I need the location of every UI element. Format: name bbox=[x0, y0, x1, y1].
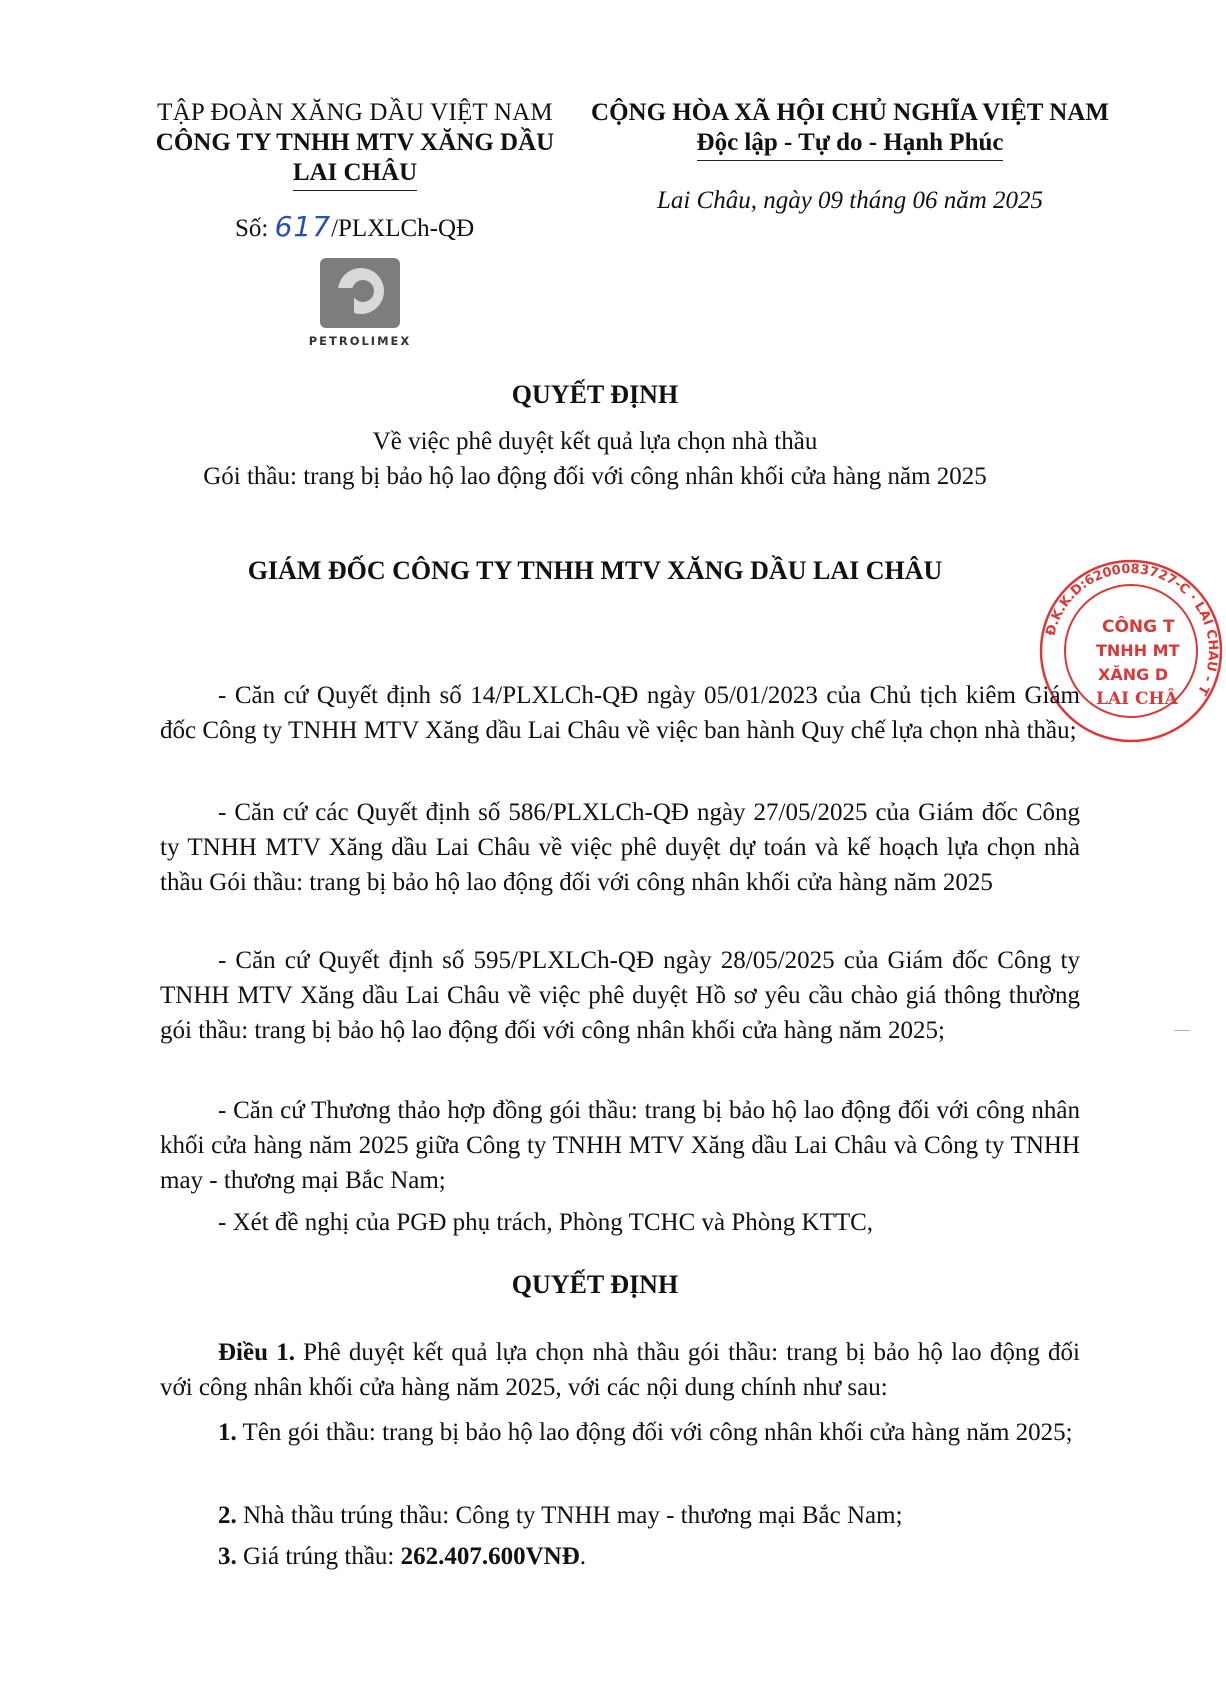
document-number-prefix: Số: bbox=[235, 215, 275, 242]
decision-title: QUYẾT ĐỊNH bbox=[511, 380, 679, 409]
basis-5: - Xét đề nghị của PGĐ phụ trách, Phòng TCHC và Phòng KTTC, bbox=[218, 1209, 874, 1236]
document-number-handwritten: 617 bbox=[274, 210, 332, 243]
article-1-label: Điều 1. bbox=[218, 1339, 295, 1366]
article-1-text: Phê duyệt kết quả lựa chọn nhà thầu gói thầu: trang bị bảo hộ lao động đối với công nhân khối cửa hàng năm 2025, với các nội dung chính như sau: bbox=[160, 1339, 1080, 1401]
svg-text:Đ.K.K.D:6200083727-C · LAI C: Đ.K.K.D:6200083727-C · LAI CHÂU - T bbox=[1043, 561, 1221, 698]
svg-text:CÔNG T: CÔNG T bbox=[1102, 617, 1175, 637]
winning-bid-price: 262.407.600VNĐ bbox=[400, 1543, 580, 1570]
company-location: LAI CHÂU bbox=[293, 158, 417, 191]
svg-text:LAI CHÂ: LAI CHÂ bbox=[1096, 689, 1178, 709]
authority-title: GIÁM ĐỐC CÔNG TY TNHH MTV XĂNG DẦU LAI CHÂU bbox=[247, 556, 943, 585]
margin-mark bbox=[1174, 1030, 1190, 1031]
svg-text:XĂNG D: XĂNG D bbox=[1098, 665, 1169, 684]
decision-title-2: QUYẾT ĐỊNH bbox=[511, 1270, 679, 1299]
petrolimex-logo bbox=[300, 258, 420, 348]
document-number bbox=[235, 210, 474, 243]
petrolimex-p-icon bbox=[320, 258, 400, 328]
basis-4: - Căn cứ Thương thảo hợp đồng gói thầu: trang bị bảo hộ lao động đối với công nhân khối cửa hàng năm 2025 giữa Công ty TNHH MTV Xăng dầu Lai Châu và Công ty TNHH may - thương mại Bắc Nam; bbox=[160, 1097, 1080, 1194]
article-item-2: 2. Nhà thầu trúng thầu: Công ty TNHH may - thương mại Bắc Nam; bbox=[218, 1502, 903, 1529]
article-item-1: 1. Tên gói thầu: trang bị bảo hộ lao động đối với công nhân khối cửa hàng năm 2025; bbox=[218, 1419, 1073, 1446]
parent-organization: TẬP ĐOÀN XĂNG DẦU VIỆT NAM bbox=[157, 99, 553, 126]
company-name: CÔNG TY TNHH MTV XĂNG DẦU bbox=[155, 129, 555, 156]
national-motto: Độc lập - Tự do - Hạnh Phúc bbox=[697, 128, 1004, 161]
national-title: CỘNG HÒA XÃ HỘI CHỦ NGHĨA VIỆT NAM bbox=[591, 99, 1109, 126]
issue-date: Lai Châu, ngày 09 tháng 06 năm 2025 bbox=[656, 187, 1044, 214]
svg-text:TNHH MT: TNHH MT bbox=[1096, 641, 1180, 660]
logo-wordmark: PETROLIMEX bbox=[308, 334, 412, 348]
subject-line-1: Về việc phê duyệt kết quả lựa chọn nhà thầu bbox=[372, 428, 818, 455]
article-1 bbox=[160, 1335, 1080, 1405]
subject-line-2: Gói thầu: trang bị bảo hộ lao động đối với công nhân khối cửa hàng năm 2025 bbox=[203, 463, 987, 490]
basis-1: - Căn cứ Quyết định số 14/PLXLCh-QĐ ngày 05/01/2023 của Chủ tịch kiêm Giám đốc Công ty TNHH MTV Xăng dầu Lai Châu về việc ban hành Quy chế lựa chọn nhà thầu; bbox=[160, 682, 1080, 744]
issuer-block bbox=[130, 98, 580, 191]
document-number-suffix: /PLXLCh-QĐ bbox=[331, 215, 475, 242]
basis-3: - Căn cứ Quyết định số 595/PLXLCh-QĐ ngày 28/05/2025 của Giám đốc Công ty TNHH MTV Xăng dầu Lai Châu về việc phê duyệt Hồ sơ yêu cầu chào giá thông thường gói thầu: trang bị bảo hộ lao động đối với công nhân khối cửa hàng năm 2025; bbox=[160, 947, 1080, 1044]
basis-2: - Căn cứ các Quyết định số 586/PLXLCh-QĐ ngày 27/05/2025 của Giám đốc Công ty TNHH MTV Xăng dầu Lai Châu về việc phê duyệt dự toán và kế hoạch lựa chọn nhà thầu Gói thầu: trang bị bảo hộ lao động đối với công nhân khối cửa hàng năm 2025 bbox=[160, 799, 1080, 896]
article-item-3: 3. Giá trúng thầu: 262.407.600VNĐ. bbox=[218, 1543, 587, 1570]
national-header bbox=[580, 98, 1120, 215]
